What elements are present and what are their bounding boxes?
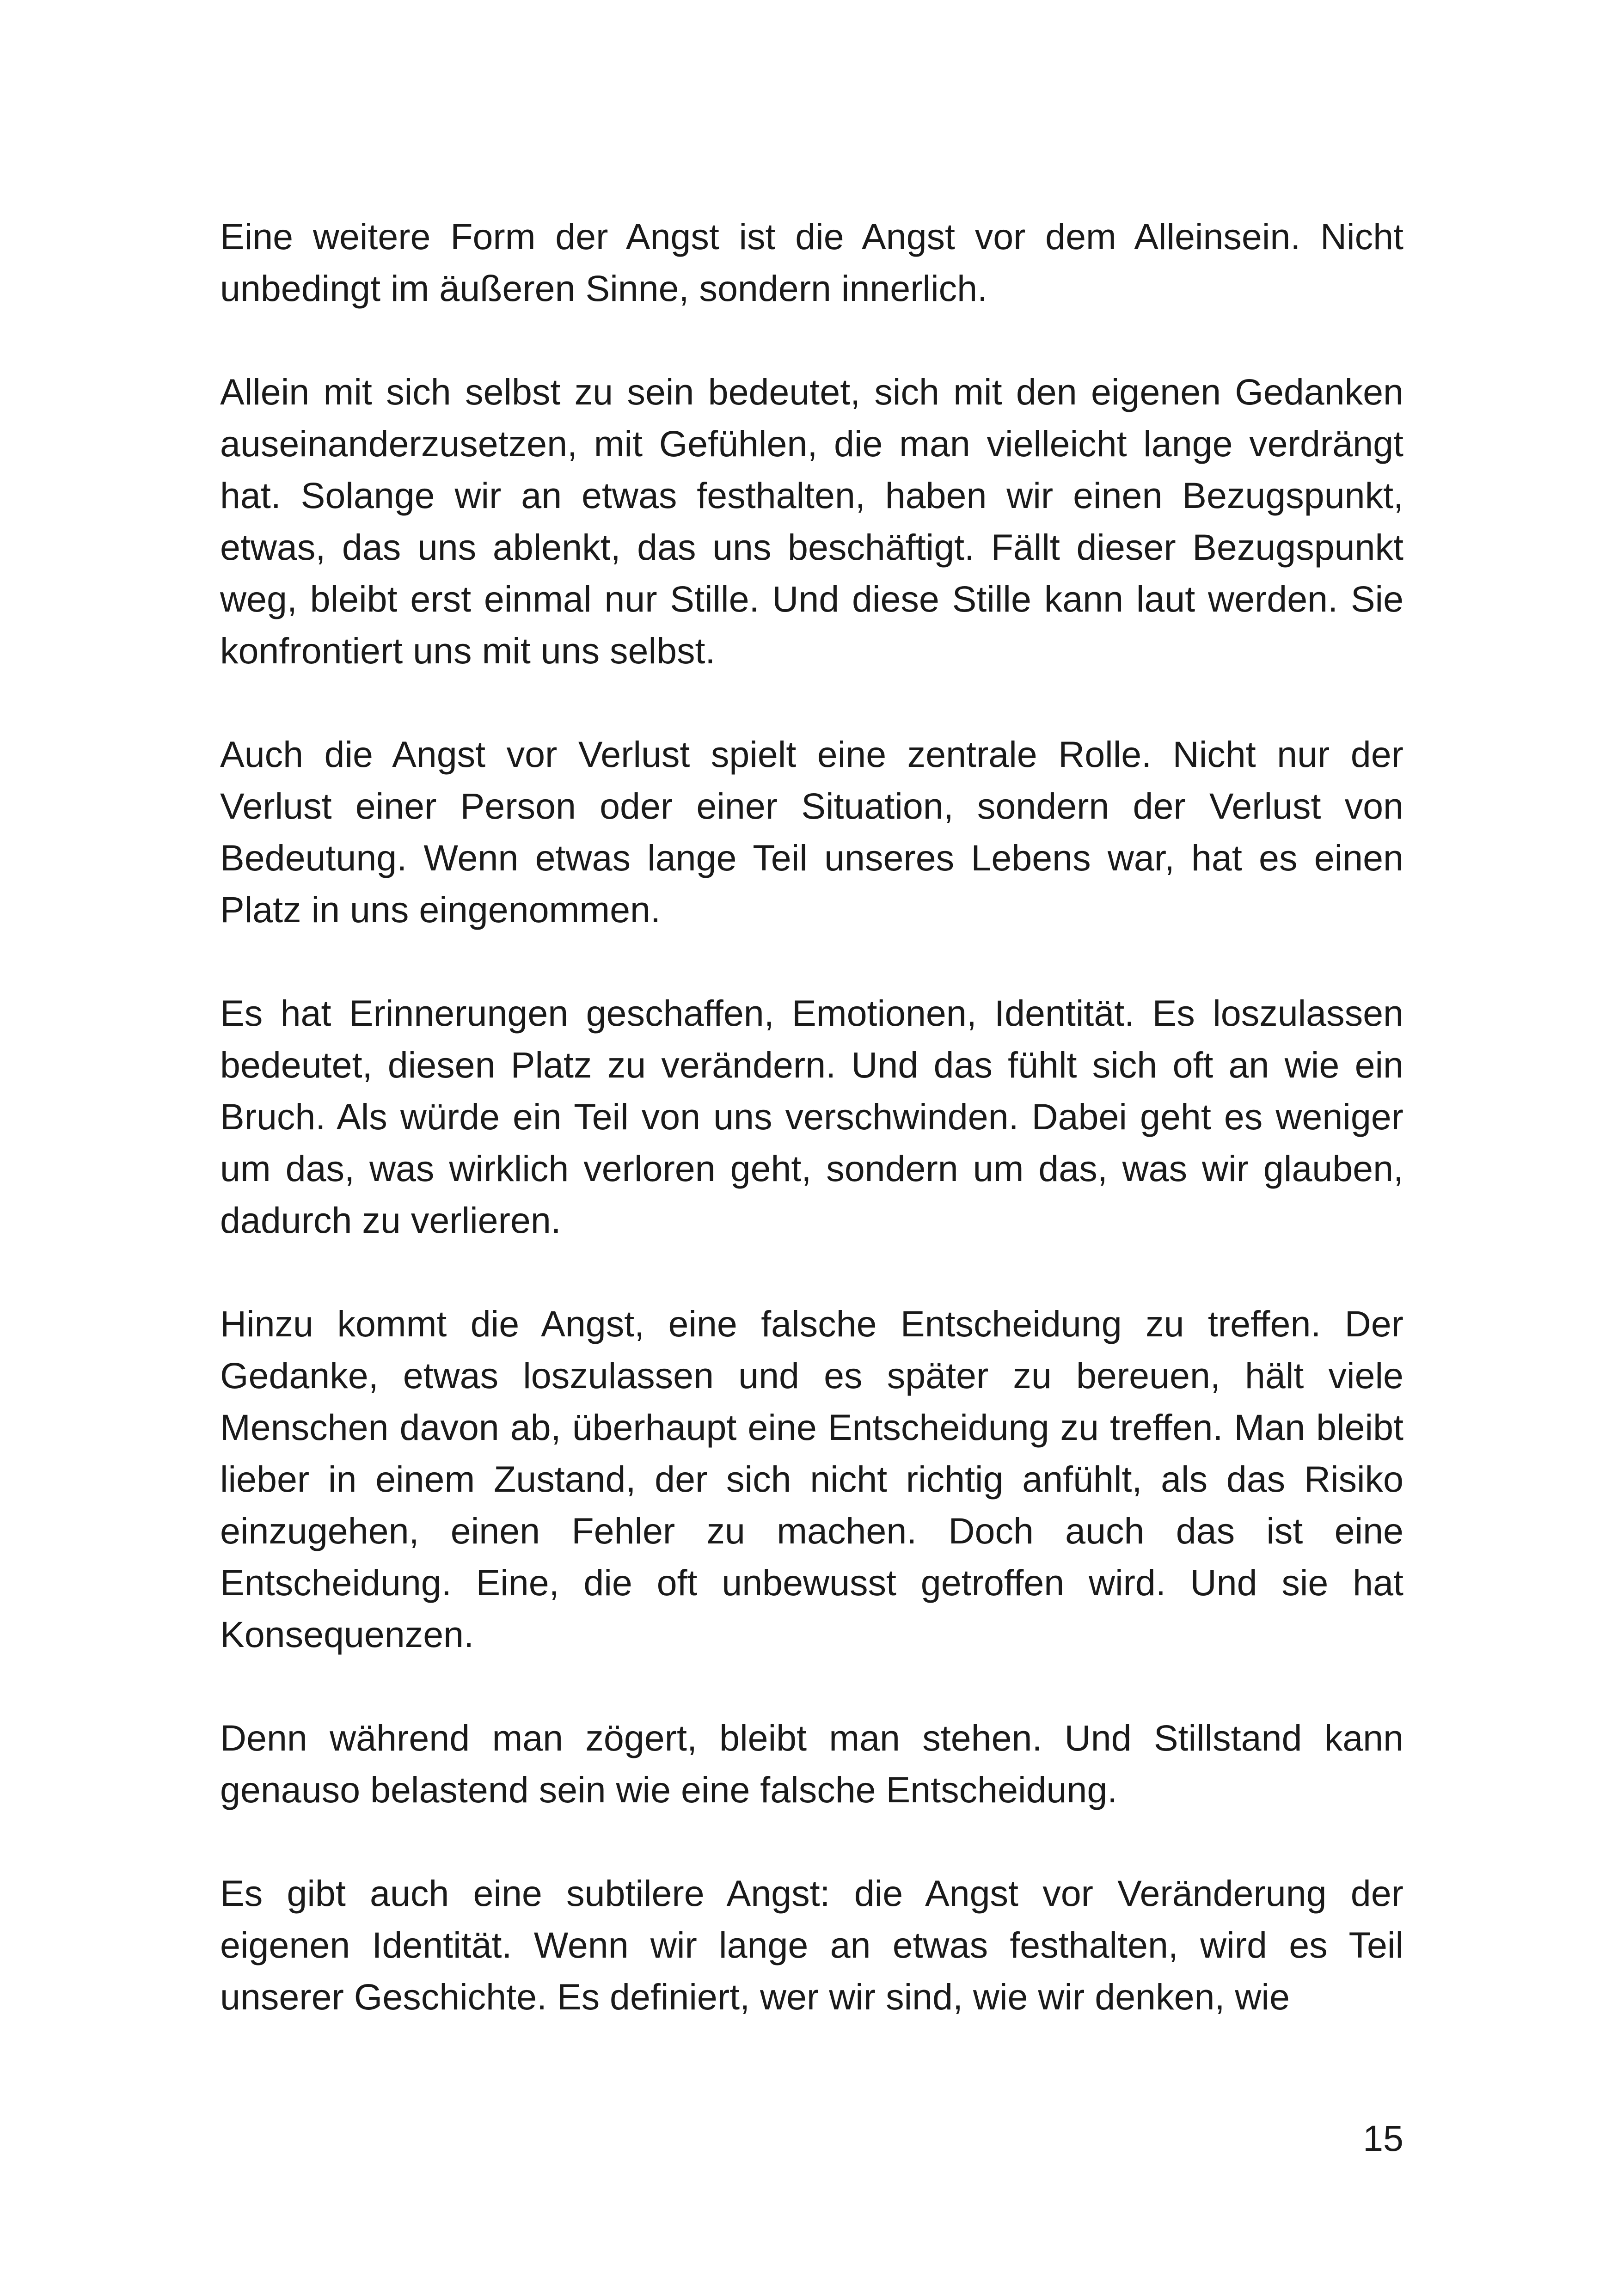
paragraph-4: Es hat Erinnerungen geschaffen, Emotionen, Identität. Es loszulassen bedeutet, diesen Platz zu verändern. Und das fühlt sich oft an wie ein Bruch. Als würde ein Teil von uns verschwinden. Dabei geht es weniger um das, was wirklich verloren geht, sondern um das, was wir glauben, dadurch zu verlieren. xyxy=(220,992,1403,1241)
paragraph-7: Es gibt auch eine subtilere Angst: die Angst vor Veränderung der eigenen Identität. Wenn wir lange an etwas festhalten, wird es Teil unserer Geschichte. Es definiert, wer wir sind, wie wir denken, wie xyxy=(220,1873,1403,2017)
paragraph-3: Auch die Angst vor Verlust spielt eine zentrale Rolle. Nicht nur der Verlust einer Person oder einer Situation, sondern der Verlust von Bedeutung. Wenn etwas lange Teil unseres Lebens war, hat es einen Platz in uns eingenommen. xyxy=(220,734,1403,930)
body-text xyxy=(220,211,1403,2023)
paragraph-2: Allein mit sich selbst zu sein bedeutet, sich mit den eigenen Gedanken auseinanderzusetzen, mit Gefühlen, die man vielleicht lange verdrängt hat. Solange wir an etwas festhalten, haben wir einen Bezugspunkt, etwas, das uns ablenkt, das uns beschäftigt. Fällt dieser Bezugspunkt weg, bleibt erst einmal nur Stille. Und diese Stille kann laut werden. Sie konfrontiert uns mit uns selbst. xyxy=(220,371,1403,671)
page-number: 15 xyxy=(1363,2118,1403,2159)
paragraph-1: Eine weitere Form der Angst ist die Angst vor dem Alleinsein. Nicht unbedingt im äußeren Sinne, sondern innerlich. xyxy=(220,216,1403,309)
paragraph-6: Denn während man zögert, bleibt man stehen. Und Stillstand kann genauso belastend sein wie eine falsche Entscheidung. xyxy=(220,1717,1403,1810)
paragraph-5: Hinzu kommt die Angst, eine falsche Entscheidung zu treffen. Der Gedanke, etwas loszulassen und es später zu bereuen, hält viele Menschen davon ab, überhaupt eine Entscheidung zu treffen. Man bleibt lieber in einem Zustand, der sich nicht richtig anfühlt, als das Risiko einzugehen, einen Fehler zu machen. Doch auch das ist eine Entscheidung. Eine, die oft unbewusst getroffen wird. Und sie hat Konsequenzen. xyxy=(220,1303,1403,1655)
